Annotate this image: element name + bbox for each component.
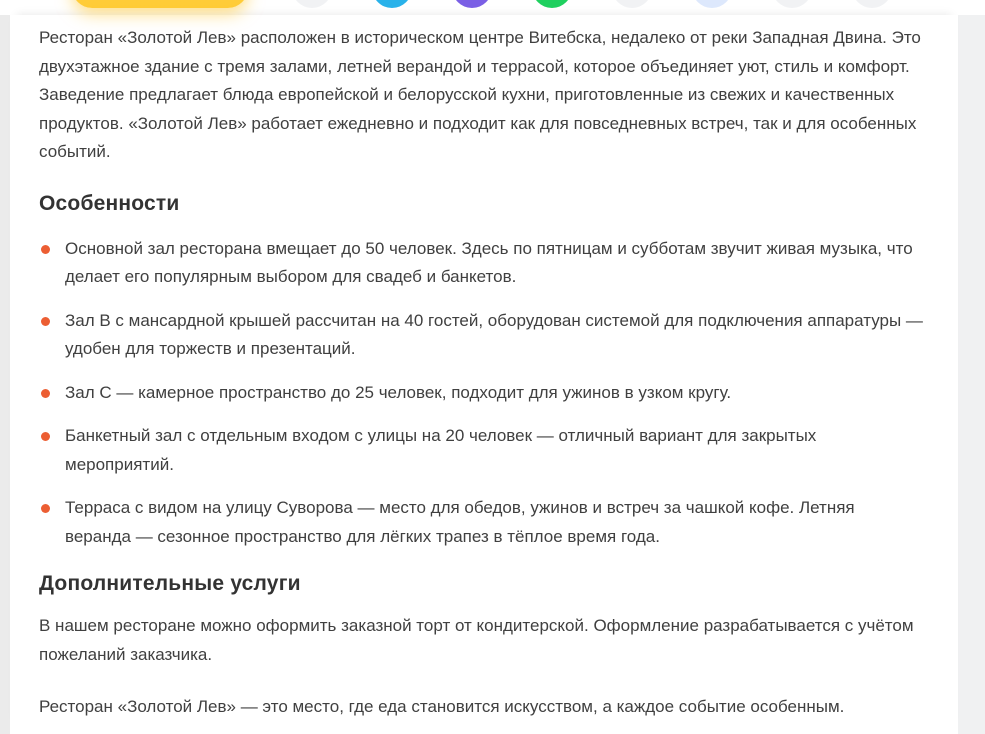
features-heading: Особенности: [39, 191, 180, 215]
share-gray-2-share-button[interactable]: [772, 0, 812, 8]
whatsapp-share-button[interactable]: [532, 0, 572, 8]
share-more-share-button[interactable]: [292, 0, 332, 8]
telegram-share-button[interactable]: [372, 0, 412, 8]
share-gray-3-share-button[interactable]: [852, 0, 892, 8]
list-item: Зал C — камерное пространство до 25 человек, подходит для ужинов в узком кругу.: [39, 379, 924, 408]
restaurant-description: [39, 24, 923, 722]
primary-action-button[interactable]: [72, 0, 248, 8]
viber-share-button[interactable]: [452, 0, 492, 8]
list-item: Терраса с видом на улицу Суворова — место для обедов, ужинов и встреч за чашкой кофе. Летняя веранда — сезонное пространство для лёгких трапез в тёплое время года.: [39, 494, 924, 551]
list-item: Банкетный зал с отдельным входом с улицы на 20 человек — отличный вариант для закрытых мероприятий.: [39, 422, 924, 479]
list-item: Зал B с мансардной крышей рассчитан на 40 гостей, оборудован системой для подключения аппаратуры — удобен для торжеств и презентаций.: [39, 307, 924, 364]
services-heading: Дополнительные услуги: [39, 572, 301, 595]
services-paragraph: В нашем ресторане можно оформить заказной торт от кондитерской. Оформление разрабатывается с учётом пожеланий заказчика.: [39, 616, 914, 664]
right-gutter: [958, 15, 985, 734]
features-list: [39, 235, 924, 552]
left-gutter: [0, 15, 10, 734]
description-card: [10, 15, 958, 734]
intro-paragraph: Ресторан «Золотой Лев» расположен в историческом центре Витебска, недалеко от реки Западная Двина. Это двухэтажное здание с тремя залами, летней верандой и террасой, которое объединяет уют, стиль и комфорт. Заведение предлагает блюда европейской и белорусской кухни, приготовленные из свежих и качественных продуктов. «Золотой Лев» работает ежедневно и подходит как для повседневных встреч, так и для особенных событий.: [39, 28, 921, 161]
list-item: Основной зал ресторана вмещает до 50 человек. Здесь по пятницам и субботам звучит живая музыка, что делает его популярным выбором для свадеб и банкетов.: [39, 235, 924, 292]
closing-paragraph: Ресторан «Золотой Лев» — это место, где еда становится искусством, а каждое событие особенным.: [39, 697, 845, 716]
share-gray-1-share-button[interactable]: [612, 0, 652, 8]
share-bar: [0, 0, 985, 15]
share-blue-share-button[interactable]: [692, 0, 732, 8]
